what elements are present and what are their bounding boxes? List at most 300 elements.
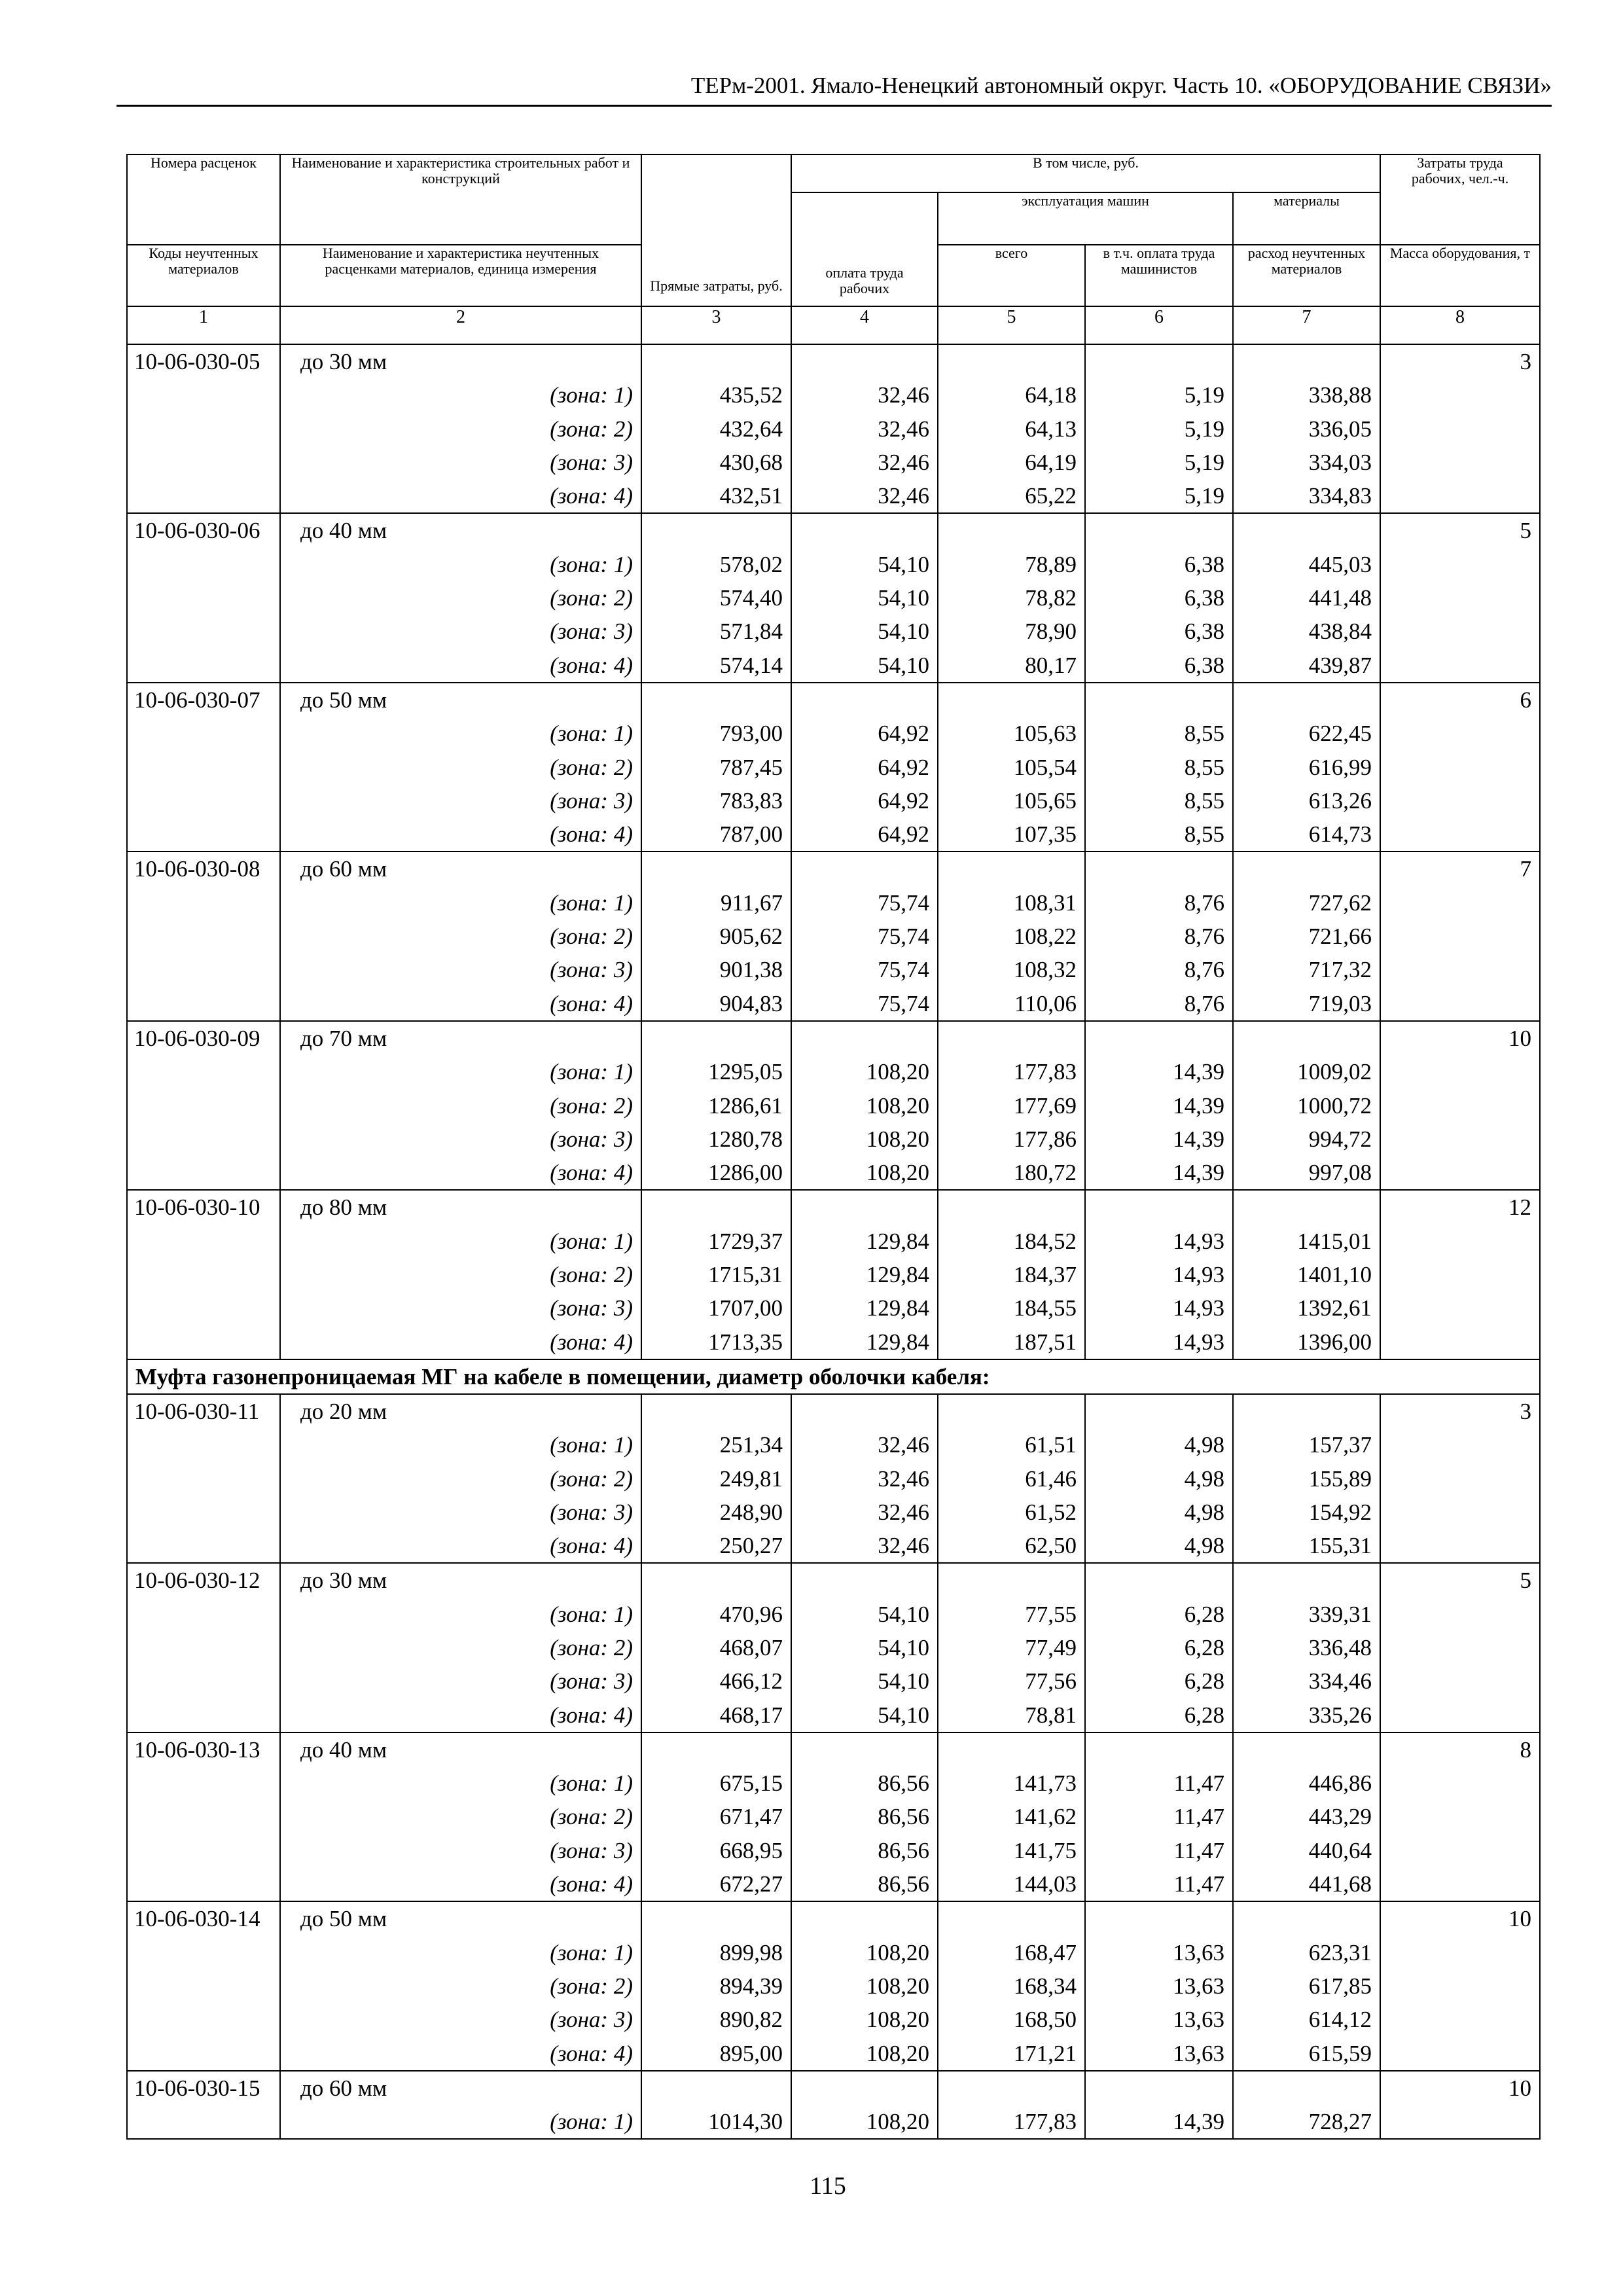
blank-line <box>650 683 783 717</box>
value-machine-labor: 8,76 <box>1184 957 1224 983</box>
column-labor-pay <box>791 1394 938 1563</box>
value-machine-total: 108,31 <box>1013 889 1077 916</box>
value-direct: 894,39 <box>719 1973 783 1999</box>
rate-groups-a <box>127 344 1540 1359</box>
blank-line <box>946 1395 1077 1428</box>
column-number: 8 <box>1380 306 1540 344</box>
value-labor-pay: 129,84 <box>866 1228 929 1254</box>
value-machine-total: 64,19 <box>1025 449 1077 475</box>
labor-cost: 10 <box>1508 2075 1532 2101</box>
blank-line <box>946 683 1077 717</box>
value-materials: 616,99 <box>1308 754 1372 780</box>
column-machine-labor <box>1085 683 1233 852</box>
blank-line <box>800 1902 929 1935</box>
value-labor-pay: 64,92 <box>878 821 929 848</box>
value-machine-labor: 14,93 <box>1173 1228 1224 1254</box>
rate-name-cell <box>280 344 641 513</box>
rate-code: 10-06-030-11 <box>134 1398 260 1424</box>
labor-cost: 5 <box>1520 1568 1532 1594</box>
labor-cost-cell <box>1380 1190 1540 1359</box>
column-direct <box>641 1394 791 1563</box>
column-machine-total <box>938 683 1085 852</box>
zone-label: (зона: 3) <box>550 619 633 645</box>
value-materials: 1396,00 <box>1297 1329 1372 1355</box>
rate-group-row <box>127 2071 1540 2140</box>
rate-code-cell <box>127 344 280 513</box>
zone-label: (зона: 3) <box>550 957 633 983</box>
column-machine-total <box>938 1732 1085 1901</box>
value-direct: 787,00 <box>719 821 783 848</box>
rate-group-row <box>127 1563 1540 1732</box>
rate-name-cell <box>280 1732 641 1901</box>
blank-line <box>650 1564 783 1597</box>
column-labor-pay <box>791 344 938 513</box>
zone-label: (зона: 2) <box>550 924 633 950</box>
zone-label: (зона: 1) <box>550 551 633 577</box>
zone-label: (зона: 2) <box>550 1465 633 1492</box>
value-machine-total: 78,82 <box>1025 585 1077 611</box>
column-number: 6 <box>1085 306 1233 344</box>
value-direct: 904,83 <box>719 990 783 1016</box>
zone-label: (зона: 4) <box>550 1160 633 1186</box>
column-direct <box>641 1732 791 1901</box>
value-materials: 443,29 <box>1308 1804 1372 1830</box>
value-direct: 1286,00 <box>708 1160 783 1186</box>
value-labor-pay: 75,74 <box>878 924 929 950</box>
value-machine-labor: 13,63 <box>1173 2007 1224 2033</box>
value-direct: 783,83 <box>719 787 783 814</box>
blank-line <box>650 1902 783 1935</box>
rate-group-row <box>127 1394 1540 1563</box>
column-labor-pay <box>791 2071 938 2140</box>
rate-code-cell <box>127 1190 280 1359</box>
value-machine-total: 105,63 <box>1013 721 1077 747</box>
value-labor-pay: 64,92 <box>878 787 929 814</box>
value-machine-total: 177,83 <box>1013 1059 1077 1085</box>
value-direct: 901,38 <box>719 957 783 983</box>
value-machine-total: 64,18 <box>1025 382 1077 408</box>
value-direct: 890,82 <box>719 2007 783 2033</box>
zone-label: (зона: 4) <box>550 1871 633 1897</box>
blank-line <box>800 1191 929 1224</box>
blank-line <box>946 1902 1077 1935</box>
value-machine-total: 80,17 <box>1025 652 1077 678</box>
value-labor-pay: 64,92 <box>878 721 929 747</box>
rate-name: до 70 мм <box>300 1025 387 1051</box>
value-machine-labor: 14,39 <box>1173 1059 1224 1085</box>
value-materials: 617,85 <box>1308 1973 1372 1999</box>
rate-code: 10-06-030-14 <box>134 1906 260 1932</box>
column-machine-total <box>938 1021 1085 1190</box>
column-number: 7 <box>1233 306 1380 344</box>
column-direct <box>641 344 791 513</box>
value-direct: 430,68 <box>719 449 783 475</box>
labor-cost: 8 <box>1520 1736 1532 1763</box>
column-materials <box>1233 1732 1380 1901</box>
blank-line <box>1241 514 1372 547</box>
value-direct: 248,90 <box>719 1499 783 1525</box>
zone-label: (зона: 3) <box>550 449 633 475</box>
value-labor-pay: 75,74 <box>878 990 929 1016</box>
column-machine-labor <box>1085 1190 1233 1359</box>
blank-line <box>650 852 783 886</box>
value-machine-total: 168,47 <box>1013 1939 1077 1965</box>
labor-cost: 3 <box>1520 1398 1532 1424</box>
zone-label: (зона: 2) <box>550 1092 633 1119</box>
value-direct: 435,52 <box>719 382 783 408</box>
value-machine-total: 168,50 <box>1013 2007 1077 2033</box>
column-direct <box>641 1901 791 2070</box>
blank-line <box>1094 345 1224 378</box>
value-machine-total: 62,50 <box>1025 1533 1077 1559</box>
column-labor-pay <box>791 1901 938 2070</box>
value-labor-pay: 75,74 <box>878 889 929 916</box>
rate-code: 10-06-030-05 <box>134 349 260 374</box>
column-machine-total <box>938 513 1085 682</box>
value-labor-pay: 86,56 <box>878 1871 929 1897</box>
value-machine-total: 177,69 <box>1013 1092 1077 1119</box>
value-machine-labor: 13,63 <box>1173 2040 1224 2066</box>
value-direct: 905,62 <box>719 924 783 950</box>
column-machine-labor <box>1085 1732 1233 1901</box>
zone-label: (зона: 1) <box>550 382 633 408</box>
column-labor-pay <box>791 1563 938 1732</box>
rate-name: до 40 мм <box>300 518 387 544</box>
value-machine-labor: 5,19 <box>1184 483 1224 509</box>
labor-cost: 7 <box>1520 856 1532 882</box>
zone-label: (зона: 3) <box>550 787 633 814</box>
value-machine-labor: 11,47 <box>1173 1770 1224 1797</box>
value-machine-total: 180,72 <box>1013 1160 1077 1186</box>
rate-code: 10-06-030-09 <box>134 1025 260 1051</box>
value-materials: 1401,10 <box>1297 1262 1372 1288</box>
blank-line <box>650 1733 783 1767</box>
zone-label: (зона: 2) <box>550 1262 633 1288</box>
column-number: 3 <box>641 306 791 344</box>
rate-name: до 40 мм <box>300 1736 387 1763</box>
value-machine-labor: 4,98 <box>1184 1499 1224 1525</box>
value-direct: 1286,61 <box>708 1092 783 1119</box>
blank-line <box>1094 852 1224 886</box>
value-direct: 1014,30 <box>708 2109 783 2135</box>
value-materials: 441,68 <box>1308 1871 1372 1897</box>
value-machine-labor: 6,28 <box>1184 1702 1224 1728</box>
rate-code-cell <box>127 852 280 1020</box>
value-machine-total: 64,13 <box>1025 416 1077 442</box>
header-machine-operation: эксплуатация машин <box>938 192 1233 245</box>
zone-label: (зона: 2) <box>550 1973 633 1999</box>
rate-group-row <box>127 344 1540 513</box>
header-labor-pay: оплата труда рабочих <box>791 192 938 306</box>
column-materials <box>1233 344 1380 513</box>
value-materials: 1009,02 <box>1297 1059 1372 1085</box>
zone-label: (зона: 2) <box>550 585 633 611</box>
value-labor-pay: 54,10 <box>878 1702 929 1728</box>
zone-label: (зона: 4) <box>550 652 633 678</box>
value-labor-pay: 64,92 <box>878 754 929 780</box>
value-labor-pay: 32,46 <box>878 1533 929 1559</box>
value-materials: 441,48 <box>1308 585 1372 611</box>
value-direct: 1715,31 <box>708 1262 783 1288</box>
column-machine-labor <box>1085 2071 1233 2140</box>
value-machine-labor: 8,55 <box>1184 721 1224 747</box>
rate-code-cell <box>127 683 280 852</box>
value-machine-labor: 4,98 <box>1184 1533 1224 1559</box>
blank-line <box>800 2072 929 2105</box>
value-labor-pay: 32,46 <box>878 449 929 475</box>
value-machine-total: 107,35 <box>1013 821 1077 848</box>
column-labor-pay <box>791 1021 938 1190</box>
zone-label: (зона: 4) <box>550 2040 633 2066</box>
value-machine-labor: 4,98 <box>1184 1432 1224 1458</box>
value-labor-pay: 32,46 <box>878 1432 929 1458</box>
zone-label: (зона: 1) <box>550 1228 633 1254</box>
value-machine-labor: 14,39 <box>1173 1126 1224 1152</box>
value-machine-labor: 11,47 <box>1173 1837 1224 1863</box>
value-materials: 334,46 <box>1308 1668 1372 1695</box>
value-machine-labor: 6,38 <box>1184 652 1224 678</box>
rate-group-row <box>127 1732 1540 1901</box>
value-direct: 251,34 <box>719 1432 783 1458</box>
zone-label: (зона: 2) <box>550 416 633 442</box>
blank-line <box>800 1564 929 1597</box>
value-machine-total: 184,52 <box>1013 1228 1077 1254</box>
value-machine-labor: 5,19 <box>1184 382 1224 408</box>
blank-line <box>1241 1902 1372 1935</box>
header-material-usage: расход неучтенных материалов <box>1233 245 1380 306</box>
value-labor-pay: 86,56 <box>878 1837 929 1863</box>
value-direct: 672,27 <box>719 1871 783 1897</box>
value-materials: 334,03 <box>1308 449 1372 475</box>
rate-name: до 30 мм <box>300 349 387 374</box>
value-machine-labor: 14,93 <box>1173 1295 1224 1321</box>
value-materials: 439,87 <box>1308 652 1372 678</box>
blank-line <box>1094 683 1224 717</box>
labor-cost: 10 <box>1508 1906 1532 1932</box>
rate-code-cell <box>127 513 280 682</box>
value-labor-pay: 108,20 <box>866 1160 929 1186</box>
blank-line <box>1241 683 1372 717</box>
value-machine-labor: 14,93 <box>1173 1262 1224 1288</box>
labor-cost-cell <box>1380 1394 1540 1563</box>
labor-cost: 3 <box>1520 349 1532 374</box>
value-labor-pay: 108,20 <box>866 2007 929 2033</box>
value-machine-labor: 8,76 <box>1184 924 1224 950</box>
value-direct: 432,51 <box>719 483 783 509</box>
zone-label: (зона: 3) <box>550 1499 633 1525</box>
blank-line <box>1094 1395 1224 1428</box>
blank-line <box>650 1395 783 1428</box>
rate-name: до 80 мм <box>300 1194 387 1221</box>
value-direct: 793,00 <box>719 721 783 747</box>
value-direct: 787,45 <box>719 754 783 780</box>
rate-name: до 60 мм <box>300 856 387 882</box>
column-materials <box>1233 2071 1380 2140</box>
column-machine-total <box>938 2071 1085 2140</box>
blank-line <box>1241 1564 1372 1597</box>
blank-line <box>946 1022 1077 1055</box>
value-direct: 668,95 <box>719 1837 783 1863</box>
column-labor-pay <box>791 852 938 1020</box>
rate-name: до 30 мм <box>300 1568 387 1594</box>
blank-line <box>800 345 929 378</box>
value-machine-total: 184,37 <box>1013 1262 1077 1288</box>
blank-line <box>946 1564 1077 1597</box>
value-machine-labor: 6,38 <box>1184 619 1224 645</box>
column-machine-total <box>938 1394 1085 1563</box>
value-labor-pay: 54,10 <box>878 1668 929 1695</box>
labor-cost: 6 <box>1520 687 1532 713</box>
value-labor-pay: 108,20 <box>866 1092 929 1119</box>
rates-table <box>126 154 1541 2140</box>
rate-group-row <box>127 683 1540 852</box>
value-materials: 727,62 <box>1308 889 1372 916</box>
value-materials: 157,37 <box>1308 1432 1372 1458</box>
blank-line <box>1241 1395 1372 1428</box>
value-labor-pay: 54,10 <box>878 585 929 611</box>
blank-line <box>946 345 1077 378</box>
rate-code-cell <box>127 1732 280 1901</box>
blank-line <box>1241 1022 1372 1055</box>
blank-line <box>946 514 1077 547</box>
value-materials: 338,88 <box>1308 382 1372 408</box>
labor-cost-cell <box>1380 1563 1540 1732</box>
labor-cost-cell <box>1380 852 1540 1020</box>
rate-code: 10-06-030-07 <box>134 687 260 713</box>
value-machine-labor: 8,76 <box>1184 990 1224 1016</box>
labor-cost-cell <box>1380 513 1540 682</box>
rate-code-cell <box>127 1394 280 1563</box>
value-labor-pay: 54,10 <box>878 619 929 645</box>
column-labor-pay <box>791 683 938 852</box>
rate-group-row <box>127 1901 1540 2070</box>
value-direct: 1295,05 <box>708 1059 783 1085</box>
column-machine-total <box>938 1901 1085 2070</box>
blank-line <box>1094 1902 1224 1935</box>
rate-code: 10-06-030-10 <box>134 1194 260 1221</box>
value-labor-pay: 54,10 <box>878 1601 929 1627</box>
blank-line <box>946 2072 1077 2105</box>
value-materials: 155,89 <box>1308 1465 1372 1492</box>
value-machine-total: 77,49 <box>1025 1634 1077 1660</box>
value-labor-pay: 108,20 <box>866 2040 929 2066</box>
blank-line <box>1241 1733 1372 1767</box>
labor-cost-cell <box>1380 1021 1540 1190</box>
value-materials: 440,64 <box>1308 1837 1372 1863</box>
value-materials: 1415,01 <box>1297 1228 1372 1254</box>
value-labor-pay: 75,74 <box>878 957 929 983</box>
value-machine-total: 177,86 <box>1013 1126 1077 1152</box>
column-direct <box>641 513 791 682</box>
rate-name-cell <box>280 513 641 682</box>
column-machine-labor <box>1085 852 1233 1020</box>
value-machine-labor: 11,47 <box>1173 1804 1224 1830</box>
labor-cost: 5 <box>1520 518 1532 544</box>
value-machine-labor: 8,55 <box>1184 787 1224 814</box>
blank-line <box>1094 1191 1224 1224</box>
value-direct: 470,96 <box>719 1601 783 1627</box>
column-machine-total <box>938 852 1085 1020</box>
blank-line <box>1094 2072 1224 2105</box>
column-materials <box>1233 1394 1380 1563</box>
labor-cost-cell <box>1380 1901 1540 2070</box>
zone-label: (зона: 1) <box>550 1432 633 1458</box>
column-labor-pay <box>791 1732 938 1901</box>
rate-code: 10-06-030-15 <box>134 2075 260 2101</box>
blank-line <box>946 1191 1077 1224</box>
header-machine-total: всего <box>938 245 1085 306</box>
blank-line <box>650 1022 783 1055</box>
value-materials: 614,73 <box>1308 821 1372 848</box>
table-header <box>127 154 1540 344</box>
labor-cost-cell <box>1380 1732 1540 1901</box>
rate-code: 10-06-030-12 <box>134 1568 260 1594</box>
blank-line <box>650 345 783 378</box>
page-header: ТЕРм-2001. Ямало-Ненецкий автономный округ. Часть 10. «ОБОРУДОВАНИЕ СВЯЗИ» <box>690 73 1552 98</box>
zone-label: (зона: 2) <box>550 754 633 780</box>
value-materials: 721,66 <box>1308 924 1372 950</box>
labor-cost: 10 <box>1508 1025 1532 1051</box>
value-materials: 154,92 <box>1308 1499 1372 1525</box>
value-materials: 613,26 <box>1308 787 1372 814</box>
column-number: 1 <box>127 306 280 344</box>
value-materials: 336,05 <box>1308 416 1372 442</box>
value-direct: 571,84 <box>719 619 783 645</box>
value-materials: 446,86 <box>1308 1770 1372 1797</box>
value-machine-labor: 14,39 <box>1173 1092 1224 1119</box>
value-machine-total: 78,89 <box>1025 551 1077 577</box>
value-labor-pay: 86,56 <box>878 1804 929 1830</box>
column-direct <box>641 1190 791 1359</box>
rate-name-cell <box>280 1901 641 2070</box>
value-machine-total: 78,90 <box>1025 619 1077 645</box>
value-machine-labor: 6,28 <box>1184 1634 1224 1660</box>
value-direct: 1713,35 <box>708 1329 783 1355</box>
rate-name: до 60 мм <box>300 2075 387 2101</box>
column-machine-labor <box>1085 1563 1233 1732</box>
zone-label: (зона: 4) <box>550 1702 633 1728</box>
value-machine-total: 171,21 <box>1013 2040 1077 2066</box>
rate-code-cell <box>127 2071 280 2140</box>
value-machine-total: 105,65 <box>1013 787 1077 814</box>
column-direct <box>641 1021 791 1190</box>
value-machine-labor: 8,55 <box>1184 754 1224 780</box>
zone-label: (зона: 3) <box>550 1295 633 1321</box>
value-machine-total: 65,22 <box>1025 483 1077 509</box>
value-labor-pay: 32,46 <box>878 483 929 509</box>
value-labor-pay: 32,46 <box>878 382 929 408</box>
value-materials: 1392,61 <box>1297 1295 1372 1321</box>
value-materials: 623,31 <box>1308 1939 1372 1965</box>
value-machine-total: 78,81 <box>1025 1702 1077 1728</box>
value-materials: 1000,72 <box>1297 1092 1372 1119</box>
column-number: 5 <box>938 306 1085 344</box>
value-direct: 1729,37 <box>708 1228 783 1254</box>
column-direct <box>641 2071 791 2140</box>
value-materials: 445,03 <box>1308 551 1372 577</box>
blank-line <box>1241 852 1372 886</box>
rate-name-cell <box>280 1021 641 1190</box>
value-direct: 899,98 <box>719 1939 783 1965</box>
zone-label: (зона: 3) <box>550 2007 633 2033</box>
labor-cost-cell <box>1380 683 1540 852</box>
column-machine-labor <box>1085 513 1233 682</box>
rate-code: 10-06-030-08 <box>134 856 260 882</box>
value-machine-total: 184,55 <box>1013 1295 1077 1321</box>
value-materials: 719,03 <box>1308 990 1372 1016</box>
value-machine-labor: 14,39 <box>1173 1160 1224 1186</box>
rate-name-cell <box>280 1190 641 1359</box>
